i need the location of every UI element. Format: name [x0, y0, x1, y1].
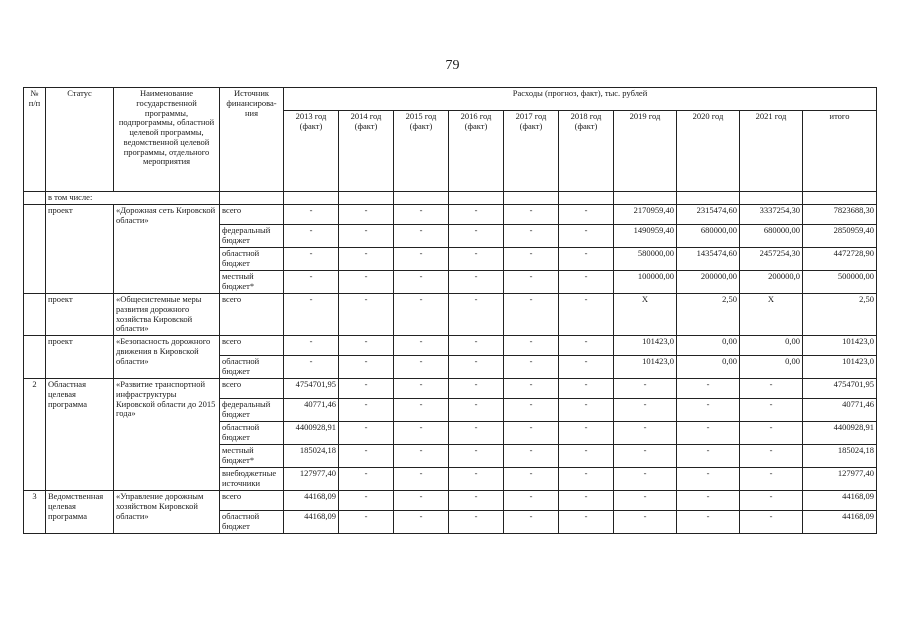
- row-value: -: [740, 491, 803, 511]
- row-value: 680000,00: [677, 225, 740, 248]
- row-value: -: [394, 336, 449, 356]
- row-value: -: [339, 356, 394, 379]
- row-value: -: [559, 468, 614, 491]
- row-value: -: [339, 205, 394, 225]
- row-value: 0,00: [740, 356, 803, 379]
- header-year: 2021 год: [740, 111, 803, 192]
- row-name: «Управление дорожным хозяйством Кировской области»: [114, 491, 220, 534]
- row-value: -: [449, 294, 504, 336]
- row-value: 0,00: [740, 336, 803, 356]
- row-value: 44168,09: [284, 491, 339, 511]
- row-value: -: [284, 336, 339, 356]
- row-value: -: [339, 399, 394, 422]
- row-num: [24, 294, 46, 336]
- subheader: в том числе:: [46, 192, 220, 205]
- row-status: проект: [46, 336, 114, 379]
- row-value: -: [339, 248, 394, 271]
- row-value: -: [449, 271, 504, 294]
- budget-table: [23, 87, 877, 534]
- row-value: -: [559, 379, 614, 399]
- row-value: -: [449, 379, 504, 399]
- row-value: 101423,0: [803, 356, 877, 379]
- row-value: -: [677, 511, 740, 534]
- header-year: 2014 год (факт): [339, 111, 394, 192]
- row-value: -: [677, 468, 740, 491]
- row-value: -: [339, 468, 394, 491]
- row-value: -: [449, 445, 504, 468]
- row-value: -: [504, 248, 559, 271]
- row-status: Областная целевая программа: [46, 379, 114, 491]
- row-value: -: [394, 422, 449, 445]
- row-status: проект: [46, 294, 114, 336]
- row-value: -: [394, 468, 449, 491]
- row-value: -: [449, 511, 504, 534]
- row-value: -: [449, 422, 504, 445]
- row-value: -: [339, 271, 394, 294]
- row-value: -: [614, 468, 677, 491]
- row-value: -: [504, 422, 559, 445]
- row-value: -: [394, 491, 449, 511]
- row-value: -: [559, 445, 614, 468]
- row-value: -: [504, 491, 559, 511]
- row-value: -: [559, 491, 614, 511]
- row-value: -: [614, 445, 677, 468]
- row-value: -: [339, 336, 394, 356]
- row-value: 185024,18: [284, 445, 339, 468]
- row-value: 2850959,40: [803, 225, 877, 248]
- header-year: 2017 год (факт): [504, 111, 559, 192]
- row-value: -: [504, 379, 559, 399]
- row-value: -: [614, 399, 677, 422]
- row-value: -: [394, 248, 449, 271]
- row-value: -: [740, 379, 803, 399]
- row-value: 44168,09: [803, 491, 877, 511]
- page-number: 79: [445, 58, 460, 73]
- header-year: 2020 год: [677, 111, 740, 192]
- row-value: -: [449, 356, 504, 379]
- table-row: [24, 294, 877, 336]
- row-value: -: [504, 399, 559, 422]
- row-value: 3337254,30: [740, 205, 803, 225]
- row-value: -: [504, 294, 559, 336]
- row-value: 101423,0: [614, 336, 677, 356]
- row-value: -: [394, 271, 449, 294]
- row-value: -: [740, 468, 803, 491]
- row-value: -: [559, 356, 614, 379]
- row-value: -: [559, 248, 614, 271]
- row-num: [24, 336, 46, 379]
- row-value: -: [740, 399, 803, 422]
- row-value: -: [394, 225, 449, 248]
- table-row: [24, 379, 877, 399]
- row-value: -: [394, 511, 449, 534]
- row-value: -: [677, 379, 740, 399]
- row-source: всего: [220, 491, 284, 511]
- row-source: областной бюджет: [220, 356, 284, 379]
- row-value: 0,00: [677, 356, 740, 379]
- row-source: областной бюджет: [220, 422, 284, 445]
- row-value: -: [449, 399, 504, 422]
- header-status: Статус: [46, 88, 114, 192]
- row-source: всего: [220, 205, 284, 225]
- row-source: местный бюджет*: [220, 445, 284, 468]
- row-value: 4400928,91: [284, 422, 339, 445]
- header-year: 2016 год (факт): [449, 111, 504, 192]
- header-year: 2013 год (факт): [284, 111, 339, 192]
- row-source: местный бюджет*: [220, 271, 284, 294]
- table-row: [24, 205, 877, 225]
- row-value: -: [504, 271, 559, 294]
- row-value: 185024,18: [803, 445, 877, 468]
- row-status: проект: [46, 205, 114, 294]
- row-value: -: [740, 511, 803, 534]
- row-value: -: [394, 294, 449, 336]
- row-value: 2,50: [803, 294, 877, 336]
- row-value: 2,50: [677, 294, 740, 336]
- row-value: 101423,0: [614, 356, 677, 379]
- row-value: -: [677, 491, 740, 511]
- header-name: Наименование государственной программы, подпрограммы, областной целевой программы, ведомственной целевой программы, отдельного мероприятия: [114, 88, 220, 192]
- row-value: -: [284, 356, 339, 379]
- row-value: 680000,00: [740, 225, 803, 248]
- row-value: 500000,00: [803, 271, 877, 294]
- row-value: -: [614, 379, 677, 399]
- row-value: 44168,09: [803, 511, 877, 534]
- row-value: -: [559, 511, 614, 534]
- row-value: -: [449, 468, 504, 491]
- row-value: -: [504, 468, 559, 491]
- row-value: -: [559, 271, 614, 294]
- row-value: -: [449, 491, 504, 511]
- row-value: -: [394, 379, 449, 399]
- row-value: -: [339, 294, 394, 336]
- row-num: 2: [24, 379, 46, 491]
- row-value: -: [284, 271, 339, 294]
- header-year: 2015 год (факт): [394, 111, 449, 192]
- row-source: всего: [220, 294, 284, 336]
- row-value: -: [614, 511, 677, 534]
- row-value: -: [559, 422, 614, 445]
- row-value: -: [614, 422, 677, 445]
- row-value: -: [284, 225, 339, 248]
- row-value: -: [559, 399, 614, 422]
- row-value: -: [504, 336, 559, 356]
- row-value: 200000,0: [740, 271, 803, 294]
- row-value: -: [559, 294, 614, 336]
- row-value: 100000,00: [614, 271, 677, 294]
- table-row: [24, 336, 877, 356]
- row-value: -: [284, 294, 339, 336]
- row-num: 3: [24, 491, 46, 534]
- row-source: федеральный бюджет: [220, 225, 284, 248]
- row-source: всего: [220, 379, 284, 399]
- row-value: 4400928,91: [803, 422, 877, 445]
- row-value: -: [677, 422, 740, 445]
- row-value: 1490959,40: [614, 225, 677, 248]
- header-num: № п/п: [24, 88, 46, 192]
- row-value: 2315474,60: [677, 205, 740, 225]
- row-source: внебюджетные источники: [220, 468, 284, 491]
- row-value: -: [449, 248, 504, 271]
- row-value: 4472728,90: [803, 248, 877, 271]
- row-value: -: [394, 445, 449, 468]
- row-value: -: [394, 205, 449, 225]
- row-value: -: [449, 336, 504, 356]
- row-value: -: [504, 445, 559, 468]
- row-source: областной бюджет: [220, 511, 284, 534]
- row-value: -: [339, 422, 394, 445]
- row-value: -: [284, 205, 339, 225]
- row-value: -: [339, 379, 394, 399]
- row-source: областной бюджет: [220, 248, 284, 271]
- row-value: X: [740, 294, 803, 336]
- row-value: -: [449, 225, 504, 248]
- row-value: 4754701,95: [803, 379, 877, 399]
- header-year: 2018 год (факт): [559, 111, 614, 192]
- row-value: -: [614, 491, 677, 511]
- table-row: [24, 491, 877, 511]
- row-value: -: [284, 248, 339, 271]
- row-source: федеральный бюджет: [220, 399, 284, 422]
- header-source: Источник финансирова-ния: [220, 88, 284, 192]
- row-value: -: [740, 422, 803, 445]
- row-value: -: [677, 399, 740, 422]
- row-value: -: [504, 225, 559, 248]
- row-name: «Развитие транспортной инфраструктуры Кировской области до 2015 года»: [114, 379, 220, 491]
- row-value: 580000,00: [614, 248, 677, 271]
- row-source: всего: [220, 336, 284, 356]
- row-value: -: [339, 225, 394, 248]
- row-value: -: [504, 356, 559, 379]
- row-value: -: [449, 205, 504, 225]
- header-expenses: Расходы (прогноз, факт), тыс. рублей: [284, 88, 877, 111]
- row-value: -: [559, 225, 614, 248]
- row-name: «Общесистемные меры развития дорожного хозяйства Кировской области»: [114, 294, 220, 336]
- row-value: 40771,46: [803, 399, 877, 422]
- row-value: -: [339, 511, 394, 534]
- row-value: -: [504, 511, 559, 534]
- row-value: -: [394, 399, 449, 422]
- row-value: 200000,00: [677, 271, 740, 294]
- row-value: 7823688,30: [803, 205, 877, 225]
- row-value: -: [394, 356, 449, 379]
- row-value: -: [339, 445, 394, 468]
- row-value: -: [339, 491, 394, 511]
- row-value: 127977,40: [803, 468, 877, 491]
- row-value: 44168,09: [284, 511, 339, 534]
- row-value: 2457254,30: [740, 248, 803, 271]
- row-value: 1435474,60: [677, 248, 740, 271]
- row-value: -: [504, 205, 559, 225]
- row-value: 4754701,95: [284, 379, 339, 399]
- row-name: «Дорожная сеть Кировской области»: [114, 205, 220, 294]
- row-value: -: [559, 205, 614, 225]
- row-num: [24, 205, 46, 294]
- row-value: 2170959,40: [614, 205, 677, 225]
- row-value: -: [677, 445, 740, 468]
- row-value: 0,00: [677, 336, 740, 356]
- row-value: X: [614, 294, 677, 336]
- row-value: -: [559, 336, 614, 356]
- row-name: «Безопасность дорожного движения в Кировской области»: [114, 336, 220, 379]
- row-value: -: [740, 445, 803, 468]
- row-value: 40771,46: [284, 399, 339, 422]
- row-status: Ведомственная целевая программа: [46, 491, 114, 534]
- header-year: итого: [803, 111, 877, 192]
- row-value: 101423,0: [803, 336, 877, 356]
- header-year: 2019 год: [614, 111, 677, 192]
- row-value: 127977,40: [284, 468, 339, 491]
